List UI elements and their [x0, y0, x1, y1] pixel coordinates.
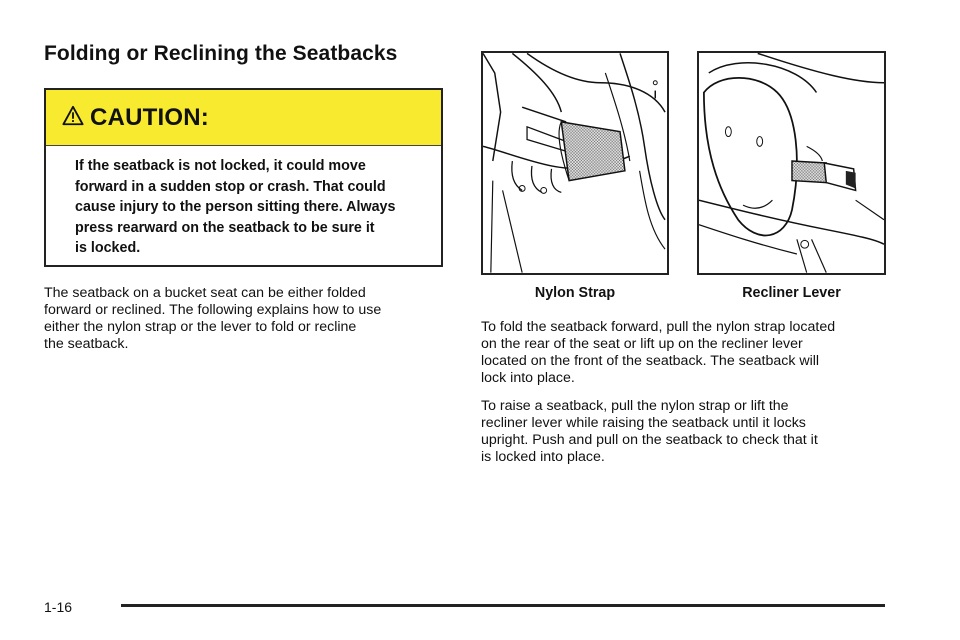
- recliner-lever-caption: Recliner Lever: [742, 285, 841, 301]
- text-line: To fold the seatback forward, pull the nylon strap located: [481, 319, 836, 335]
- text-line: upright. Push and pull on the seatback to check that it: [481, 432, 818, 448]
- text-line: located on the front of the seatback. The seatback will: [481, 353, 820, 369]
- text-line: The seatback on a bucket seat can be either folded: [44, 285, 366, 301]
- text-line: forward or reclined. The following explains how to use: [44, 302, 382, 318]
- nylon-strap-caption: Nylon Strap: [534, 285, 616, 301]
- caution-header: [46, 90, 441, 146]
- caution-line: is locked.: [75, 240, 141, 256]
- nylon-strap-drawing: [483, 53, 667, 273]
- fold-paragraph: [481, 319, 835, 387]
- text-line: on the rear of the seat or lift up on the recliner lever: [481, 336, 803, 352]
- intro-paragraph: [44, 285, 381, 353]
- raise-paragraph: [481, 398, 818, 466]
- text-line: To raise a seatback, pull the nylon strap or lift the: [481, 398, 789, 414]
- page-title: Folding or Reclining the Seatbacks: [44, 42, 398, 65]
- caution-line: forward in a sudden stop or crash. That could: [75, 178, 386, 195]
- recliner-lever-illustration: [697, 51, 886, 275]
- text-line: either the nylon strap or the lever to fold or recline: [44, 319, 357, 335]
- caution-line: press rearward on the seatback to be sure it: [75, 219, 375, 236]
- caution-line: If the seatback is not locked, it could move: [75, 158, 366, 174]
- nylon-strap-illustration: [481, 51, 669, 275]
- caution-line: cause injury to the person sitting there. Always: [75, 199, 396, 215]
- caution-label: CAUTION:: [90, 103, 209, 131]
- text-line: recliner lever while raising the seatback until it locks: [481, 415, 806, 431]
- warning-triangle-icon: [62, 105, 84, 127]
- text-line: lock into place.: [481, 370, 575, 386]
- caution-box: [44, 88, 443, 267]
- recliner-lever-drawing: [699, 53, 884, 273]
- text-line: the seatback.: [44, 336, 129, 352]
- footer-rule: [121, 604, 885, 607]
- page-number: 1-16: [44, 599, 73, 615]
- text-line: is locked into place.: [481, 449, 605, 465]
- caution-text: [46, 146, 441, 259]
